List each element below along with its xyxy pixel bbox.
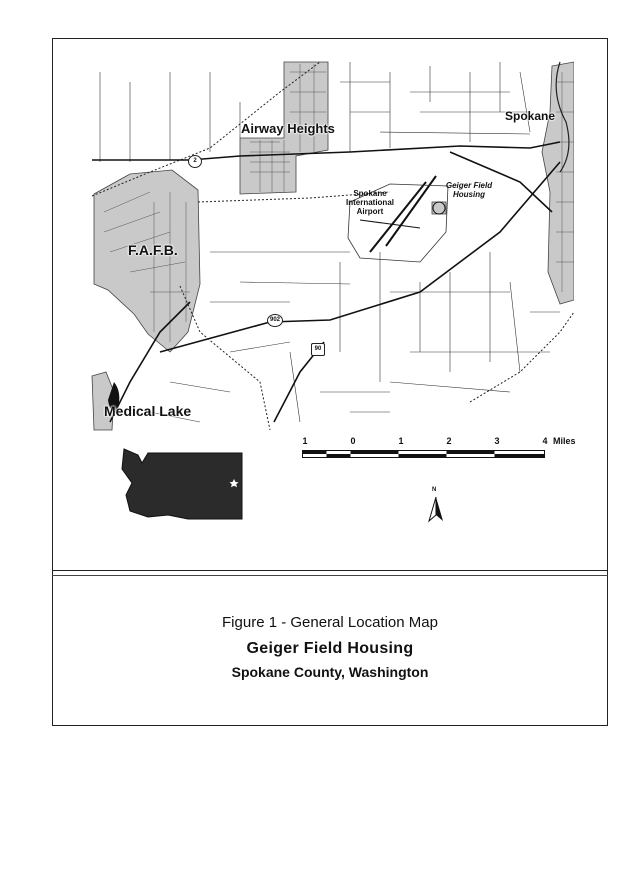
north-arrow-icon xyxy=(426,495,446,523)
scale-tick-1b: 1 xyxy=(398,436,404,446)
label-spokane: Spokane xyxy=(505,109,556,123)
north-arrow xyxy=(426,487,446,523)
scale-tick-4: 4 xyxy=(542,436,548,446)
label-airway-heights: Airway Heights xyxy=(241,121,335,136)
label-medical-lake: Medical Lake xyxy=(104,403,192,419)
label-geiger-field-housing: Geiger Field Housing xyxy=(445,181,493,200)
scale-bar xyxy=(302,436,582,476)
caption-divider xyxy=(52,570,608,571)
figure-caption: Figure 1 - General Location Map xyxy=(222,614,438,631)
caption-divider-inner xyxy=(52,575,608,576)
scale-tick-1: 1 xyxy=(302,436,308,446)
scale-bar-graphic xyxy=(302,450,548,458)
figure-location: Spokane County, Washington xyxy=(231,664,429,680)
washington-state-inset-icon xyxy=(118,445,246,525)
fafb-area xyxy=(94,170,200,352)
label-fafb: F.A.F.B. xyxy=(128,242,178,258)
label-airport: Spokane International Airport xyxy=(345,189,394,217)
scale-tick-2: 2 xyxy=(446,436,452,446)
scale-unit: Miles xyxy=(553,436,576,446)
scale-tick-0: 0 xyxy=(350,436,356,446)
figure-title: Geiger Field Housing xyxy=(246,640,414,657)
route-shield-sr-902: 902 xyxy=(267,314,283,327)
railroad-southeast xyxy=(470,312,574,402)
scale-tick-3: 3 xyxy=(494,436,500,446)
north-arrow-label: N xyxy=(432,487,437,493)
route-shield-us-2: 2 xyxy=(188,155,202,168)
route-shield-i-90: 90 xyxy=(311,343,325,356)
